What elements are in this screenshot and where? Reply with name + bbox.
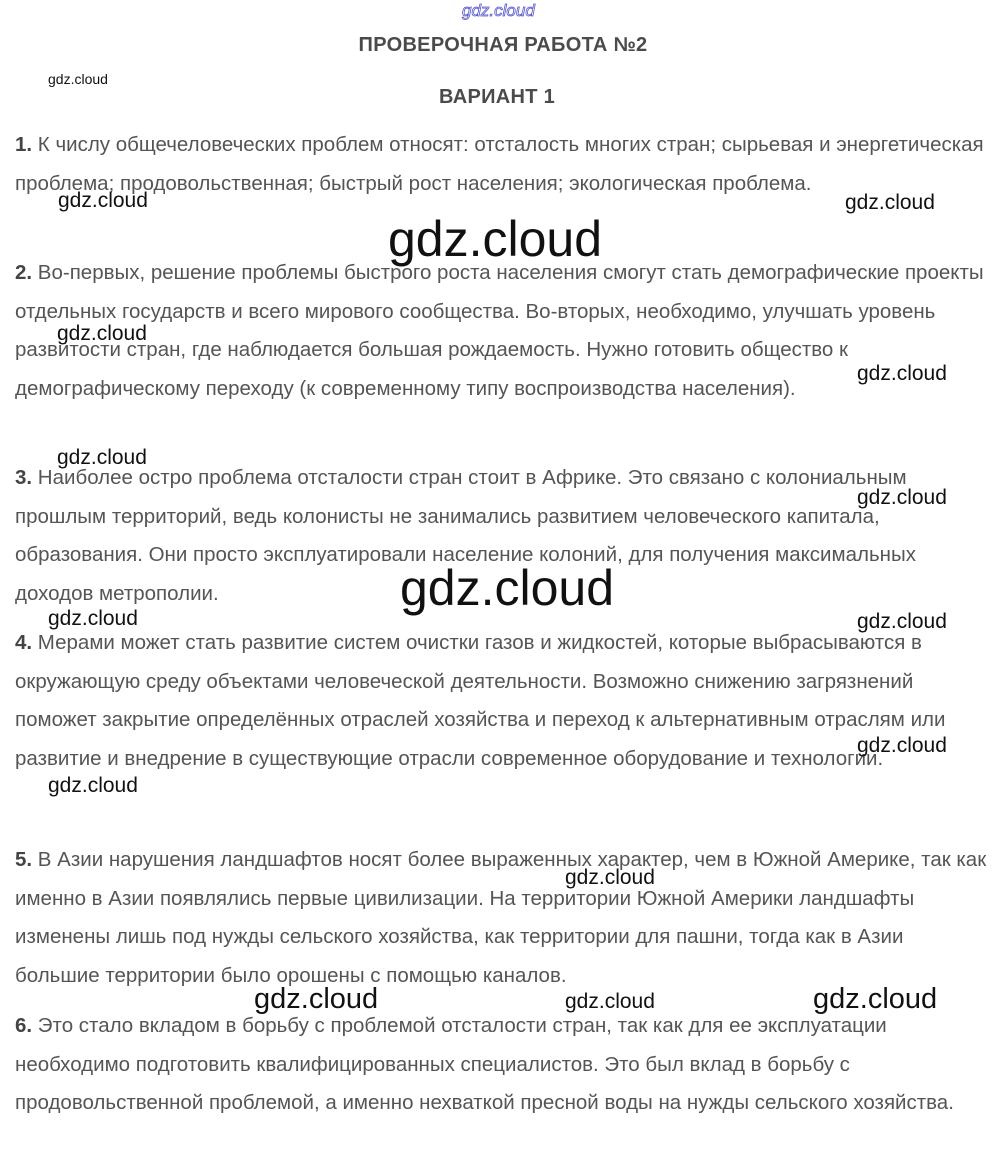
answer-number: 2.	[15, 261, 33, 284]
answer-text: Мерами может стать развитие систем очистки газов и жидкостей, которые выбрасываются в окружающую среду объектами человеческой деятельности. Возможно снижению загрязнений поможет закрытие определённых отраслей хозяйства и переход к альтернативным отраслям или развитие и внедрение в существующие отрасли современное оборудование и технологии.	[15, 631, 946, 770]
answer-4	[15, 624, 990, 778]
watermark: gdz.cloud	[845, 191, 935, 214]
answer-number: 1.	[15, 133, 33, 156]
answer-number: 4.	[15, 631, 33, 654]
watermark: gdz.cloud	[48, 774, 138, 797]
answer-number: 3.	[15, 466, 33, 489]
watermark: gdz.cloud	[462, 1, 535, 20]
watermark: gdz.cloud	[388, 211, 603, 267]
watermark: gdz.cloud	[857, 362, 947, 385]
document-title: ПРОВЕРОЧНАЯ РАБОТА №2	[358, 34, 648, 56]
answer-2	[15, 254, 990, 408]
watermark: gdz.cloud	[57, 322, 147, 345]
answer-6	[15, 1007, 990, 1123]
answer-text: Во-первых, решение проблемы быстрого роста населения смогут стать демографические проекты отдельных государств и всего мирового сообщества. Во-вторых, необходимо, улучшать уровень развитости стран, где наблюдается большая рождаемость. Нужно готовить общество к демографическому переходу (к современному типу воспроизводства населения).	[15, 261, 984, 400]
watermark: gdz.cloud	[58, 189, 148, 212]
watermark: gdz.cloud	[857, 486, 947, 509]
answer-text: Наиболее остро проблема отсталости стран стоит в Африке. Это связано с колониальным прошлым территорий, ведь колонисты не занимались развитием человеческого капитала, образования. Они просто эксплуатировали население колоний, для получения максимальных доходов метрополии.	[15, 466, 916, 605]
answer-text: В Азии нарушения ландшафтов носят более выраженных характер, чем в Южной Америке, так как именно в Азии появлялись первые цивилизации. На территории Южной Америки ландшафты изменены лишь под нужды сельского хозяйства, как территории для пашни, тогда как в Азии большие территории было орошены с помощью каналов.	[15, 848, 987, 987]
answer-1	[15, 126, 990, 203]
watermark: gdz.cloud	[48, 71, 108, 87]
watermark: gdz.cloud	[565, 866, 655, 889]
watermark: gdz.cloud	[48, 607, 138, 630]
answer-number: 5.	[15, 848, 33, 871]
watermark: gdz.cloud	[857, 734, 947, 757]
watermark: gdz.cloud	[254, 983, 379, 1015]
variant-heading: ВАРИАНТ 1	[438, 86, 556, 108]
answer-text: К числу общечеловеческих проблем относят: отсталость многих стран; сырьевая и энергетическая проблема; продовольственная; быстрый рост населения; экологическая проблема.	[15, 133, 984, 195]
watermark: gdz.cloud	[565, 990, 655, 1013]
watermark: gdz.cloud	[400, 560, 615, 616]
watermark: gdz.cloud	[857, 610, 947, 633]
watermark: gdz.cloud	[57, 446, 147, 469]
answer-number: 6.	[15, 1014, 33, 1037]
answer-text: Это стало вкладом в борьбу с проблемой отсталости стран, так как для ее эксплуатации необходимо подготовить квалифицированных специалистов. Это был вклад в борьбу с продовольственной проблемой, а именно нехваткой пресной воды на нужды сельского хозяйства.	[15, 1014, 954, 1115]
answer-5	[15, 841, 990, 995]
watermark: gdz.cloud	[813, 983, 938, 1015]
